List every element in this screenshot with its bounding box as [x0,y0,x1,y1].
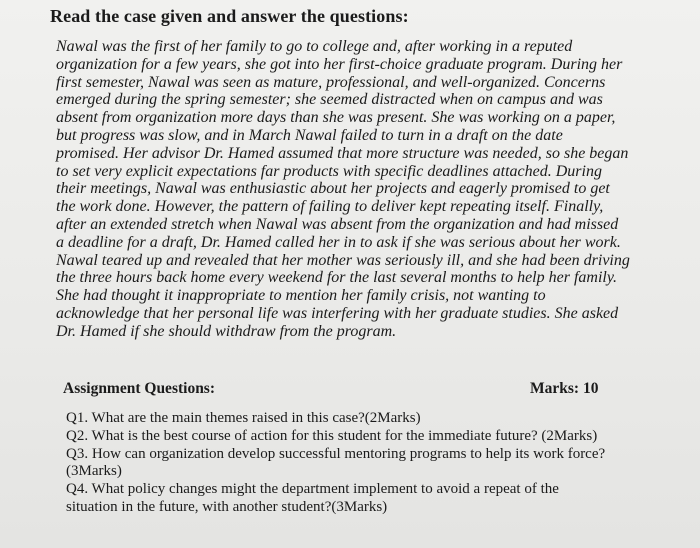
case-line: Nawal teared up and revealed that her mother was seriously ill, and she had been driving [56,251,630,269]
question-line: Q4. What policy changes might the department implement to avoid a repeat of the [66,481,559,498]
question-line: Q2. What is the best course of action for this student for the immediate future? (2Marks) [66,427,598,444]
marks-label: Marks: 10 [530,380,599,397]
case-line: promised. Her advisor Dr. Hamed assumed that more structure was needed, so she began [56,144,629,162]
case-line: after an extended stretch when Nawal was absent from the organization and had missed [56,215,619,233]
case-line: the work done. However, the pattern of failing to deliver kept repeating itself. Finally, [56,198,604,216]
page-heading: Read the case given and answer the questions: [50,6,409,26]
assignment-title: Assignment Questions: [63,380,216,397]
case-text [56,38,668,341]
question-line: situation in the future, with another student?(3Marks) [66,498,388,515]
case-line: their meetings, Nawal was enthusiastic about her projects and eagerly promised to get [56,180,610,198]
case-line: Dr. Hamed if she should withdraw from the program. [56,322,397,340]
case-line: emerged during the spring semester; she seemed distracted when on campus and was [56,91,603,109]
case-line: acknowledge that her personal life was interfering with her graduate studies. She asked [56,304,619,322]
case-line: Nawal was the first of her family to go to college and, after working in a reputed [56,38,573,55]
case-line: a deadline for a draft, Dr. Hamed called her in to ask if she was serious about her work. [56,233,621,251]
question-line: (3Marks) [66,463,122,480]
case-line: She had thought it inappropriate to mention her family crisis, not wanting to [56,287,546,305]
case-line: but progress was slow, and in March Nawal failed to turn in a draft on the date [56,126,563,144]
question-line: Q3. How can organization develop successful mentoring programs to help its work force? [66,445,606,462]
case-line: absent from organization more days than she was present. She was working on a paper, [56,109,616,127]
case-line: organization for a few years, she got into her first-choice graduate program. During her [56,55,623,73]
case-line: first semester, Nawal was seen as mature, professional, and well-organized. Concerns [56,73,606,91]
case-line: the three hours back home every weekend for the last several months to help her family. [56,269,618,287]
question-list [66,410,666,517]
question-line: Q1. What are the main themes raised in this case?(2Marks) [66,410,421,426]
case-line: to set very explicit expectations far products with specific deadlines attached. During [56,162,602,180]
